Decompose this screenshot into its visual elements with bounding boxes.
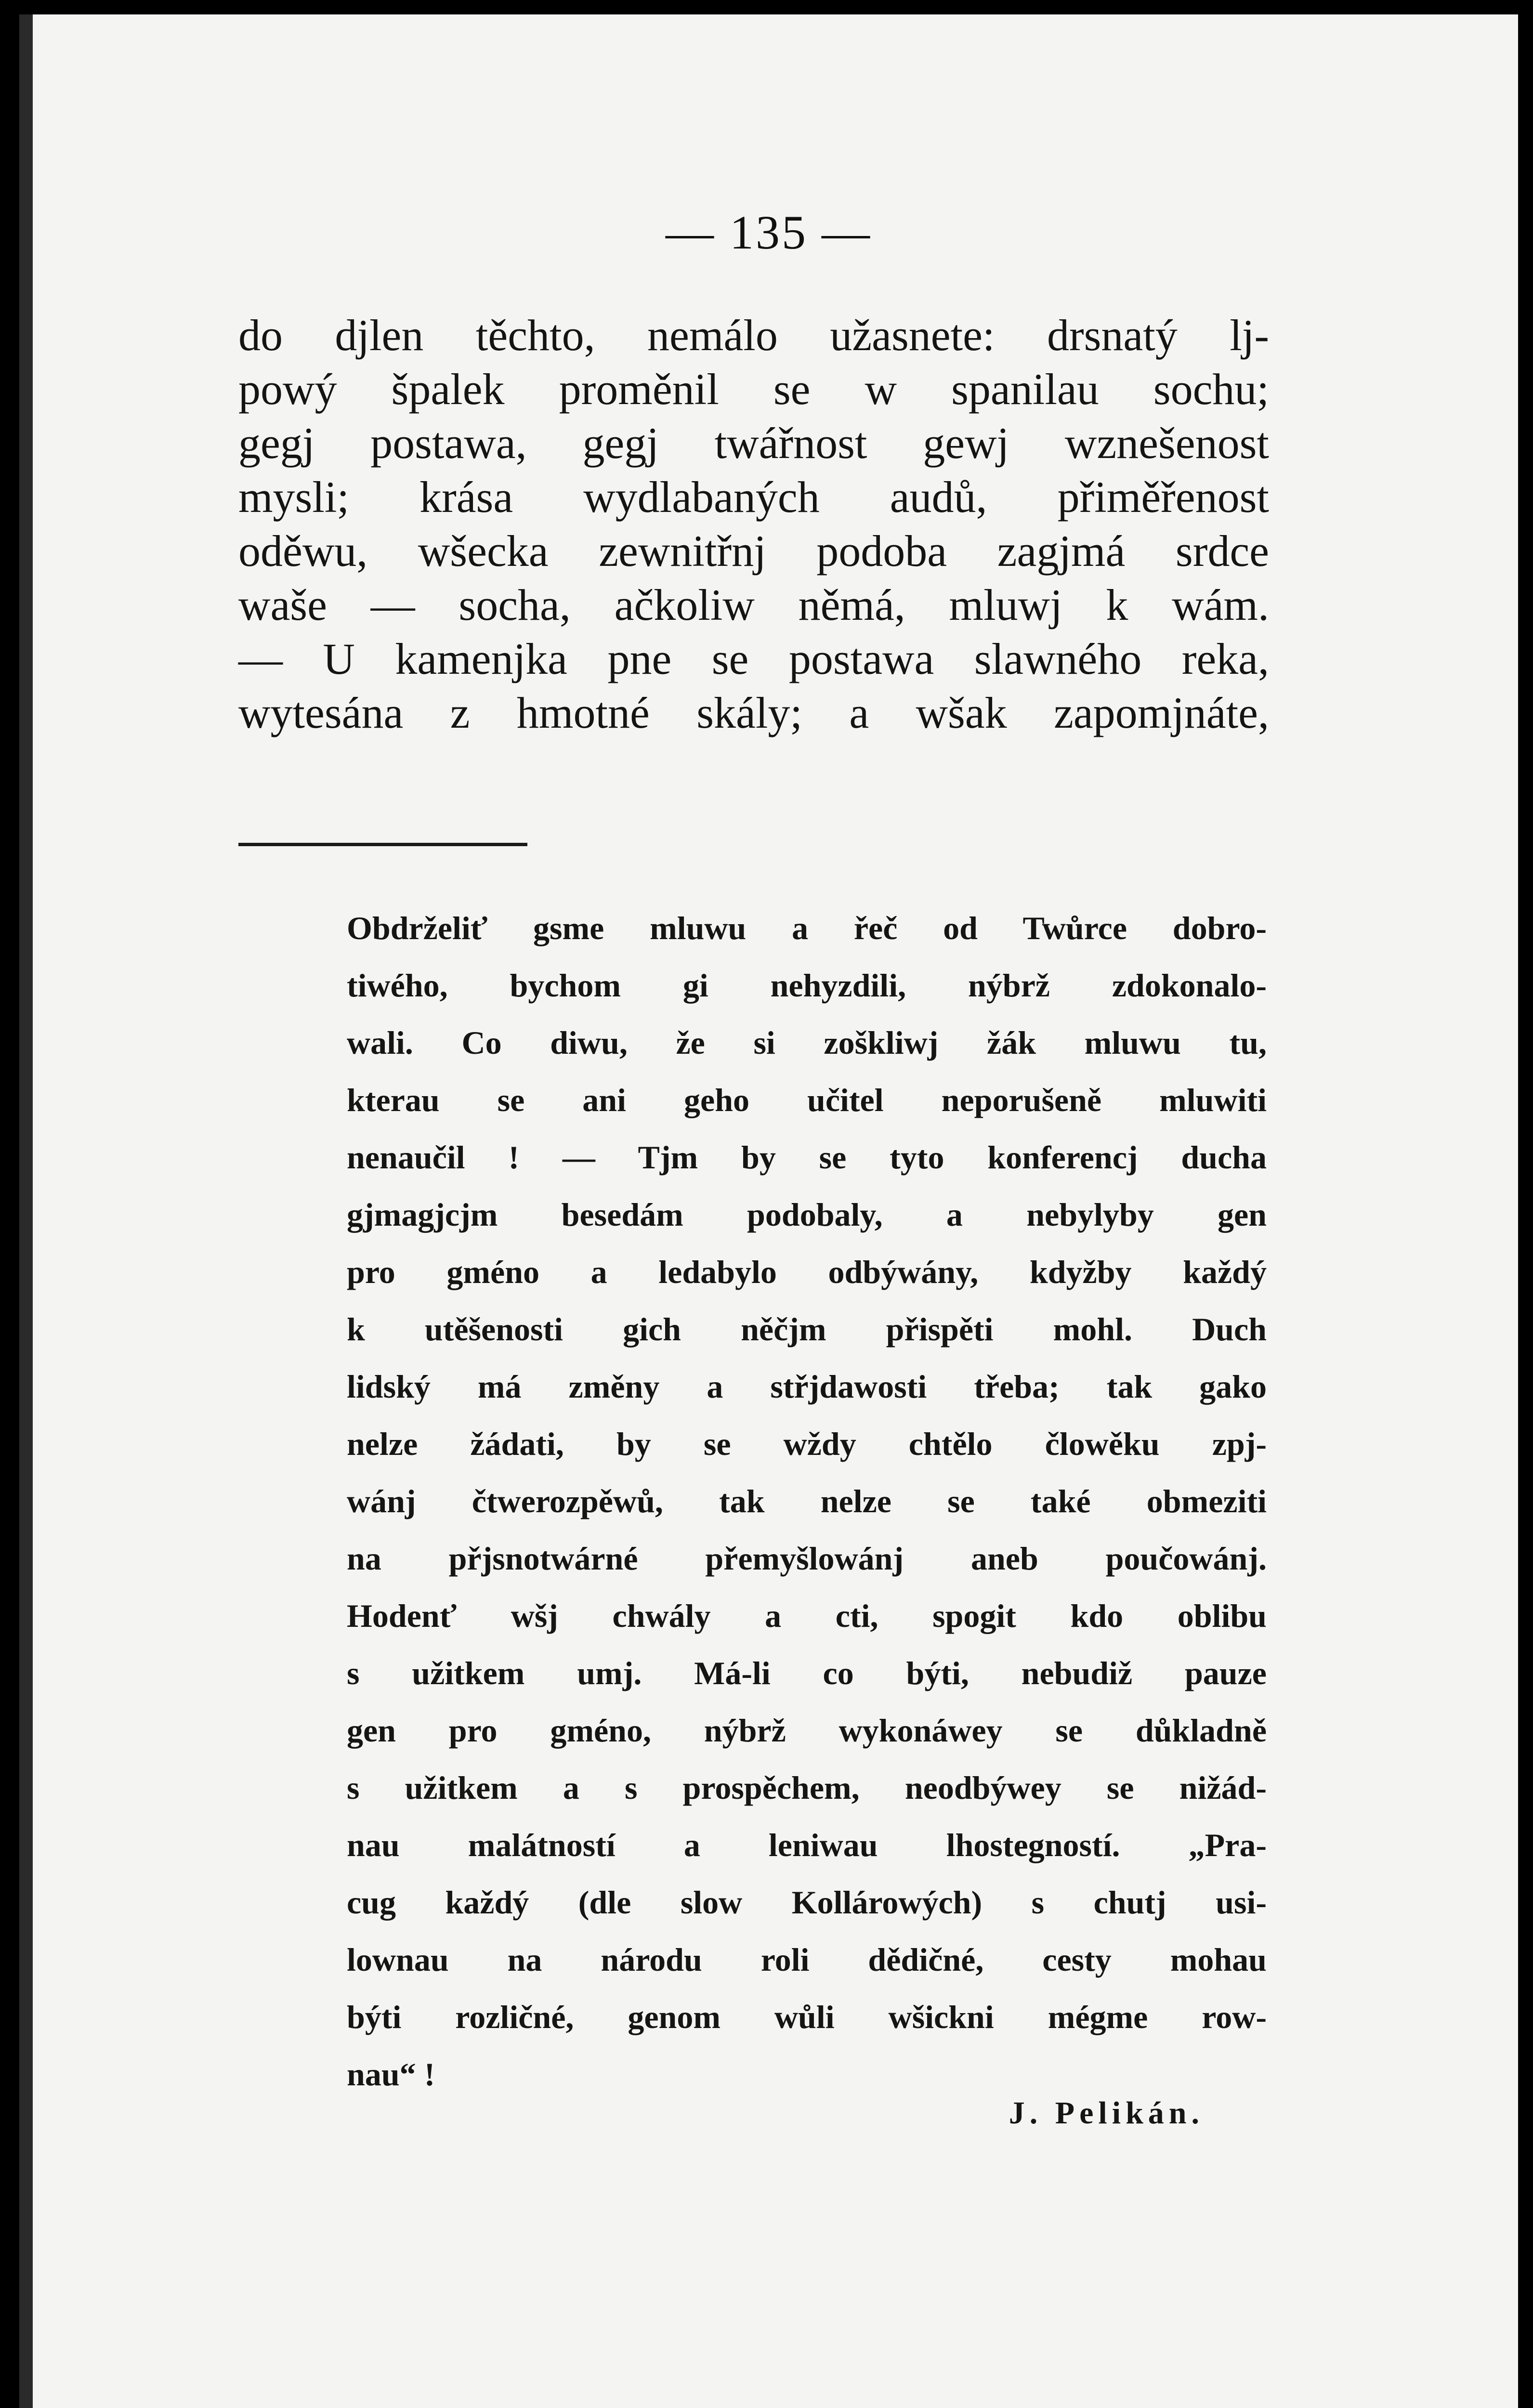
footnote-line: Obdrželiť gsme mluwu a řeč od Twůrce dobro- (347, 910, 1267, 946)
footnote-line: s užitkem a s prospěchem, neodbýwey se nižád- (347, 1769, 1267, 1806)
footnote-line: pro gméno a ledabylo odbýwány, kdyžby každý (347, 1254, 1267, 1290)
footnote-line: lownau na národu roli dědičné, cesty mohau (347, 1941, 1267, 1978)
main-text (238, 308, 1269, 740)
footnote (347, 900, 1267, 2103)
footnote-line: cug každý (dle slow Kollárowých) s chutj usi- (347, 1884, 1267, 1921)
author-signature: J. Pelikán. (1009, 2095, 1204, 2131)
main-line: waše — socha, ačkoliw němá, mluwj k wám. (238, 580, 1269, 629)
footnote-line: na přjsnotwárné přemyšlowánj aneb poučowánj. (347, 1540, 1267, 1577)
footnote-line: lidský má změny a střjdawosti třeba; tak gako (347, 1368, 1267, 1405)
footnote-line: k utěšenosti gich něčjm přispěti mohl. Duch (347, 1311, 1267, 1348)
footnote-line: nau“ ! (347, 2056, 435, 2093)
footnote-line: nelze žádati, by se wždy chtělo člowěku zpj- (347, 1426, 1267, 1462)
main-line: wytesána z hmotné skály; a wšak zapomjnáte, (238, 688, 1269, 737)
footnote-line: nenaučil ! — Tjm by se tyto konferencj ducha (347, 1139, 1267, 1176)
main-line: mysli; krása wydlabaných audů, přiměřenost (238, 472, 1269, 522)
main-line: gegj postawa, gegj twářnost gewj wznešenost (238, 419, 1269, 468)
main-line: — U kamenjka pne se postawa slawného reka, (238, 634, 1269, 683)
footnote-line: nau malátností a leniwau lhostegností. „Pra- (347, 1827, 1267, 1863)
footnote-separator (238, 843, 527, 846)
footnote-line: gjmagjcjm besedám podobaly, a nebylyby gen (347, 1196, 1267, 1233)
footnote-line: tiwého, bychom gi nehyzdili, nýbrž zdokonalo- (347, 967, 1267, 1004)
main-line: powý špalek proměnil se w spanilau sochu; (238, 365, 1269, 414)
page-number: — 135 — (666, 206, 872, 259)
main-line: do djlen těchto, nemálo užasnete: drsnatý lj- (238, 311, 1269, 360)
main-line: oděwu, wšecka zewnitřnj podoba zagjmá srdce (238, 526, 1269, 576)
footnote-line: býti rozličné, genom wůli wšickni mégme row- (347, 1999, 1267, 2035)
footnote-line: wali. Co diwu, že si zoškliwj žák mluwu tu, (347, 1024, 1267, 1061)
footnote-line: Hodenť wšj chwály a cti, spogit kdo oblibu (347, 1597, 1267, 1634)
footnote-line: kterau se ani geho učitel neporušeně mluwiti (347, 1082, 1267, 1118)
book-page (19, 14, 1518, 2408)
footnote-line: wánj čtwerozpěwů, tak nelze se také obmeziti (347, 1483, 1267, 1519)
page-left-edge (19, 14, 33, 2408)
footnote-line: gen pro gméno, nýbrž wykonáwey se důkladně (347, 1712, 1267, 1749)
footnote-line: s užitkem umj. Má-li co býti, nebudiž pauze (347, 1655, 1267, 1691)
